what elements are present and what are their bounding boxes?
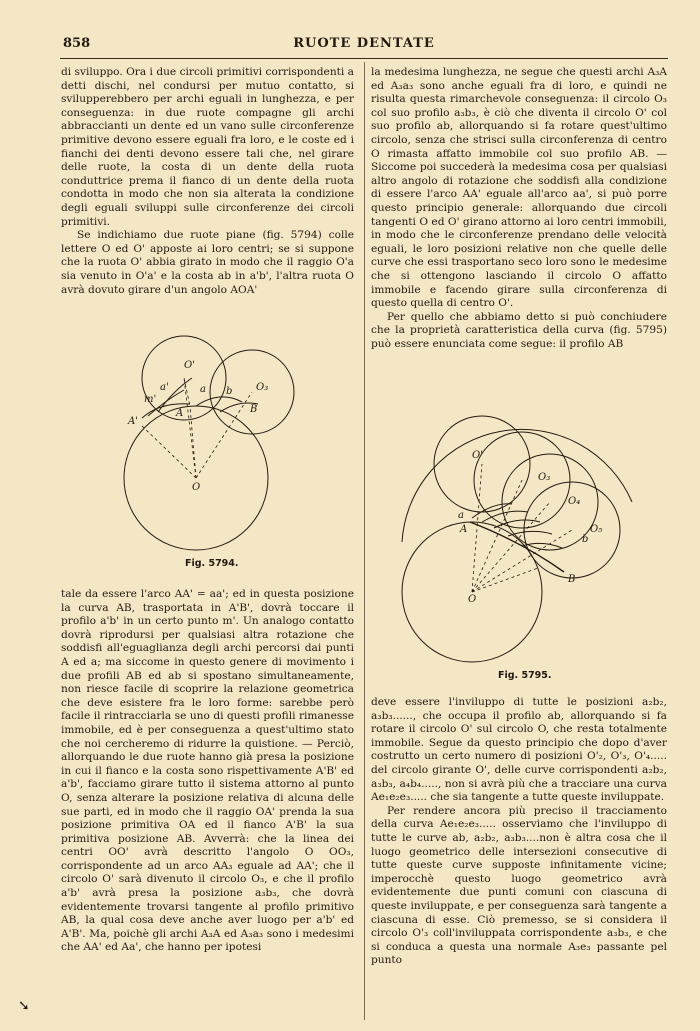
label-a-prime: a' xyxy=(160,382,169,393)
left-column-top xyxy=(61,66,354,297)
label-o3: O₃ xyxy=(538,472,551,483)
left-column-bottom xyxy=(61,588,354,955)
circle-o3 xyxy=(474,432,570,528)
label-o: O xyxy=(192,482,201,493)
label-a: a xyxy=(200,384,206,395)
label-b: b xyxy=(226,386,233,397)
label-b-cap: B xyxy=(568,574,576,585)
paragraph: di sviluppo. Ora i due circoli primitivi corrispondenti a detti dischi, nel condursi per mutuo contatto, si svilupperebbero per archi eguali in lunghezza, e per conseguenza: in due ruote compagne gli archi abbraccianti un dente ed un vano sulle circonferenze primitive devono essere eguali fra loro, e le coste ed i fianchi dei denti devono essere tali che, nel girare delle ruote, la costa di un dente della ruota conduttrice prema il fianco di un dente della ruota condotta in modo che non sia alterata la condizione degli eguali sviluppi sulle circonferenze dei circoli primitivi. xyxy=(61,66,354,228)
paragraph: Per quello che abbiamo detto si può conchiudere che la proprietà caratteristica della curva (fig. 5795) può essere enunciata come segue: il profilo AB xyxy=(371,310,667,350)
figure-caption: Fig. 5794. xyxy=(185,558,239,569)
page-number: 858 xyxy=(63,36,91,51)
label-o5: O₅ xyxy=(590,524,603,535)
paragraph: deve essere l'inviluppo di tutte le posizioni a₂b₂, a₃b₃......, che occupa il profilo ab, allorquando si fa rotare il circolo O' sul circolo O, che resta totalmente immobile. Segue da questo principio che dopo d'aver costrutto un certo numero di posizioni O'₂, O'₃, O'₄..... del circolo girante O', delle curve corrispondenti a₂b₂, a₃b₃, a₄b₄....., non si avrà più che a tracciare una curva Ae₁e₂e₃..... che sia tangente a tutte queste inviluppate. xyxy=(371,696,667,804)
paragraph: la medesima lunghezza, ne segue che questi archi A₃A ed A₃a₃ sono anche eguali fra di loro, e quindi ne risulta questa rimarchevole conseguenza: il circolo O₃ col suo profilo a₃b₃, è ciò che diventa il circolo O' col suo profilo ab, allorquando si fa rotare quest'ultimo circolo, senza che strisci sulla circonferenza di centro O rimasta affatto immobile col suo profilo AB. — Siccome poi succederà la medesima cosa per qualsiasi altro angolo di rotazione che soddisfi alla condizione di essere l'arco AA' eguale all'arco aa', si può porre questo principio generale: allorquando due circoli tangenti O ed O' girano attorno ai loro centri immobili, in modo che le circonferenze prendano delle velocità eguali, le loro posizioni relative non che quelle delle curve che essi trasportano seco loro sono le medesime che si ottengono lasciando il circolo O affatto immobile e facendo girare sulla circonferenza di questo quella di centro O'. xyxy=(371,66,667,310)
right-column-bottom xyxy=(371,696,667,968)
paragraph: tale da essere l'arco AA' = aa'; ed in questa posizione la curva AB, trasportata in A'B', dovrà toccare il profilo a'b' in un certo punto m'. Un analogo contatto dovrà riprodursi per qualsiasi altra rotazione che soddisfi all'eguaglianza degli archi percorsi dai punti A ed a; ma siccome in questo genere di movimento i due profili AB ed ab si spostano simultaneamente, non riesce facile di scoprire la relazione geometrica che deve esistere fra le loro forme: sarebbe però facile il rintracciarla se uno di questi profili rimanesse immobile, ed è per conseguenza a quest'ultimo stato che noi cercheremo di ridurre la quistione. — Perciò, allorquando le due ruote hanno già presa la posizione in cui il fianco e la costa sono rispettivamente A'B' ed a'b', facciamo girare tutto il sistema attorno al punto O, senza alterare la posizione relativa di alcuna delle sue parti, ed in modo che il raggio OA' prenda la sua posizione primitiva OA ed il fianco A'B' la sua primitiva posizione AB. Avverrà: che la linea dei centri OO' avrà descritto l'angolo O OO₃, corrispondente ad un arco AA₃ eguale ad AA'; che il circolo O' sarà divenuto il circolo O₃, e che il profilo a'b' avrà presa la posizione a₃b₃, che dovrà evidentemente trovarsi tangente al profilo primitivo AB, la qual cosa deve anche aver luogo per a'b' ed A'B'. Ma, poichè gli archi A₃A ed A₃a₃ sono i medesimi che AA' ed Aa', che hanno per ipotesi xyxy=(61,588,354,954)
column-divider xyxy=(364,62,365,1020)
label-a: a xyxy=(458,510,464,521)
figure-caption: Fig. 5795. xyxy=(498,670,552,681)
right-column-top xyxy=(371,66,667,351)
label-a-cap: A xyxy=(460,524,468,535)
label-b: b xyxy=(582,534,589,545)
figure-5794 xyxy=(100,320,320,560)
label-o-prime: O' xyxy=(472,450,483,461)
paragraph: Per rendere ancora più preciso il tracciamento della curva Ae₁e₂e₃..... osserviamo che l'inviluppo di tutte le curve ab, a₂b₂, a₃b₃....non è altra cosa che il luogo geometrico delle intersezioni consecutive di tutte queste curve supposte infinitamente vicine; imperocchè questo luogo geometrico avrà evidentemente due punti comuni con ciascuna di queste inviluppate, e per conseguenza sarà tangente a ciascuna di esse. Ciò premesso, se si considera il circolo O'₃ coll'inviluppata corrispondente a₃b₃, e che si conduca a questa una normale A₃e₃ passante pel punto xyxy=(371,804,667,967)
paragraph: Se indichiamo due ruote piane (fig. 5794) colle lettere O ed O' apposte ai loro centri; se si suppone che la ruota O' abbia girato in modo che il raggio O'a sia venuto in O'a' e la costa ab in a'b', l'altra ruota O avrà dovuto girare d'un angolo AOA' xyxy=(61,229,354,296)
label-a-cap: A xyxy=(176,408,184,419)
label-m-prime: m' xyxy=(144,394,157,405)
label-o4: O₄ xyxy=(568,496,581,507)
label-o3: O₃ xyxy=(256,382,269,393)
label-o: O xyxy=(468,594,477,605)
figure-5795 xyxy=(372,392,668,668)
margin-mark: ➘ xyxy=(18,998,30,1014)
label-b-cap: B xyxy=(250,404,258,415)
header-rule xyxy=(60,58,668,59)
label-o-prime: O' xyxy=(184,360,195,371)
label-a-prime-cap: A' xyxy=(128,416,138,427)
page-header xyxy=(63,36,665,54)
running-title: RUOTE DENTATE xyxy=(293,36,435,51)
